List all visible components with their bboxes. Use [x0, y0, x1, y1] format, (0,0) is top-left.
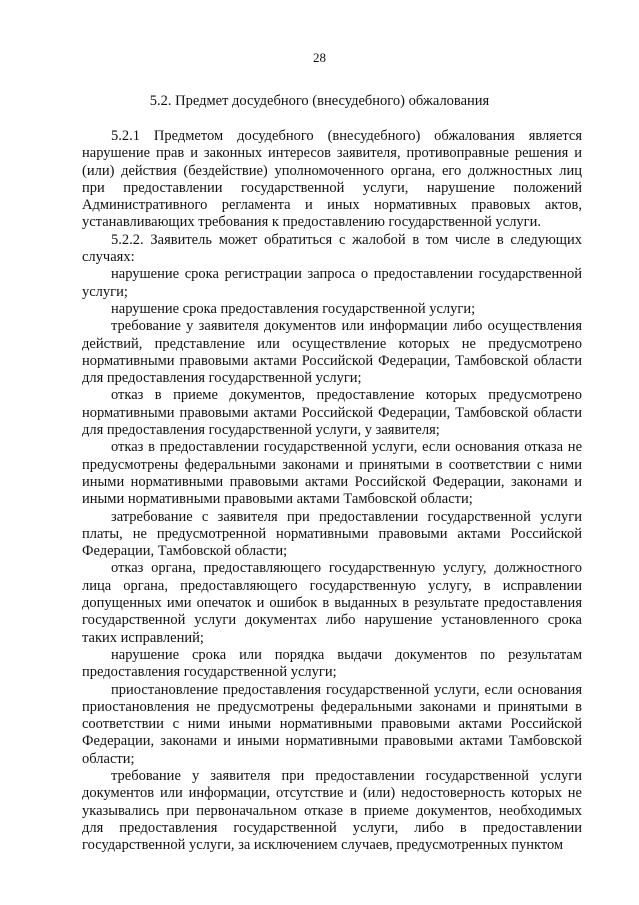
list-item: отказ в приеме документов, предоставление которых предусмотрено нормативными правовыми актами Российской Федерации, Тамбовской области для предоставления государственной услуги, у заявителя;: [82, 387, 582, 439]
list-item: требование у заявителя при предоставлении государственной услуги документов или информации, отсутствие и (или) недостоверность которых не указывались при первоначальном отказе в приеме документов, необходимых для предоставления государственной услуги, либо в предоставлении государственной услуги, за исключением случаев, предусмотренных пунктом: [82, 767, 582, 854]
paragraph-5-2-2: 5.2.2. Заявитель может обратиться с жалобой в том числе в следующих случаях:: [82, 231, 582, 266]
list-item: нарушение срока регистрации запроса о предоставлении государственной услуги;: [82, 266, 582, 300]
page-number: 28: [313, 50, 326, 65]
list-item: затребование с заявителя при предоставлении государственной услуги платы, не предусмотренной нормативными правовыми актами Российской Федерации, Тамбовской области;: [82, 508, 582, 560]
list-item: нарушение срока или порядка выдачи документов по результатам предоставления государственной услуги;: [82, 646, 582, 681]
list-item: приостановление предоставления государственной услуги, если основания приостановления не предусмотрены федеральными законами и принятыми в соответствии с ними иными нормативными правовыми актами Российской Федерации, законами и иными нормативными правовыми актами Тамбовской области;: [82, 681, 582, 767]
list-item: нарушение срока предоставления государственной услуги;: [111, 300, 476, 317]
list-item: отказ органа, предоставляющего государственную услугу, должностного лица органа, предоставляющего государственную услугу, в исправлении допущенных ими опечаток и ошибок в выданных в результате предоставления государственной услуги документах либо нарушение установленного срока таких исправлений;: [82, 560, 582, 646]
list-item: отказ в предоставлении государственной услуги, если основания отказа не предусмотрены федеральными законами и принятыми в соответствии с ними иными нормативными правовыми актами Российской Федерации, законами и иными нормативными правовыми актами Тамбовской области;: [82, 439, 582, 508]
list-item: требование у заявителя документов или информации либо осуществления действий, представление или осуществление которых не предусмотрено нормативными правовыми актами Российской Федерации, Тамбовской области для предоставления государственной услуги;: [82, 318, 582, 387]
section-heading: 5.2. Предмет досудебного (внесудебного) обжалования: [149, 93, 490, 109]
document-body: [82, 128, 582, 854]
paragraph-5-2-1: 5.2.1 Предметом досудебного (внесудебного) обжалования является нарушение прав и законных интересов заявителя, противоправные решения и (или) действия (бездействие) уполномоченного органа, его должностных лиц при предоставлении государственной услуги, нарушение положений Административного регламента и иных нормативных правовых актов, устанавливающих требования к предоставлению государственной услуги.: [82, 128, 582, 231]
